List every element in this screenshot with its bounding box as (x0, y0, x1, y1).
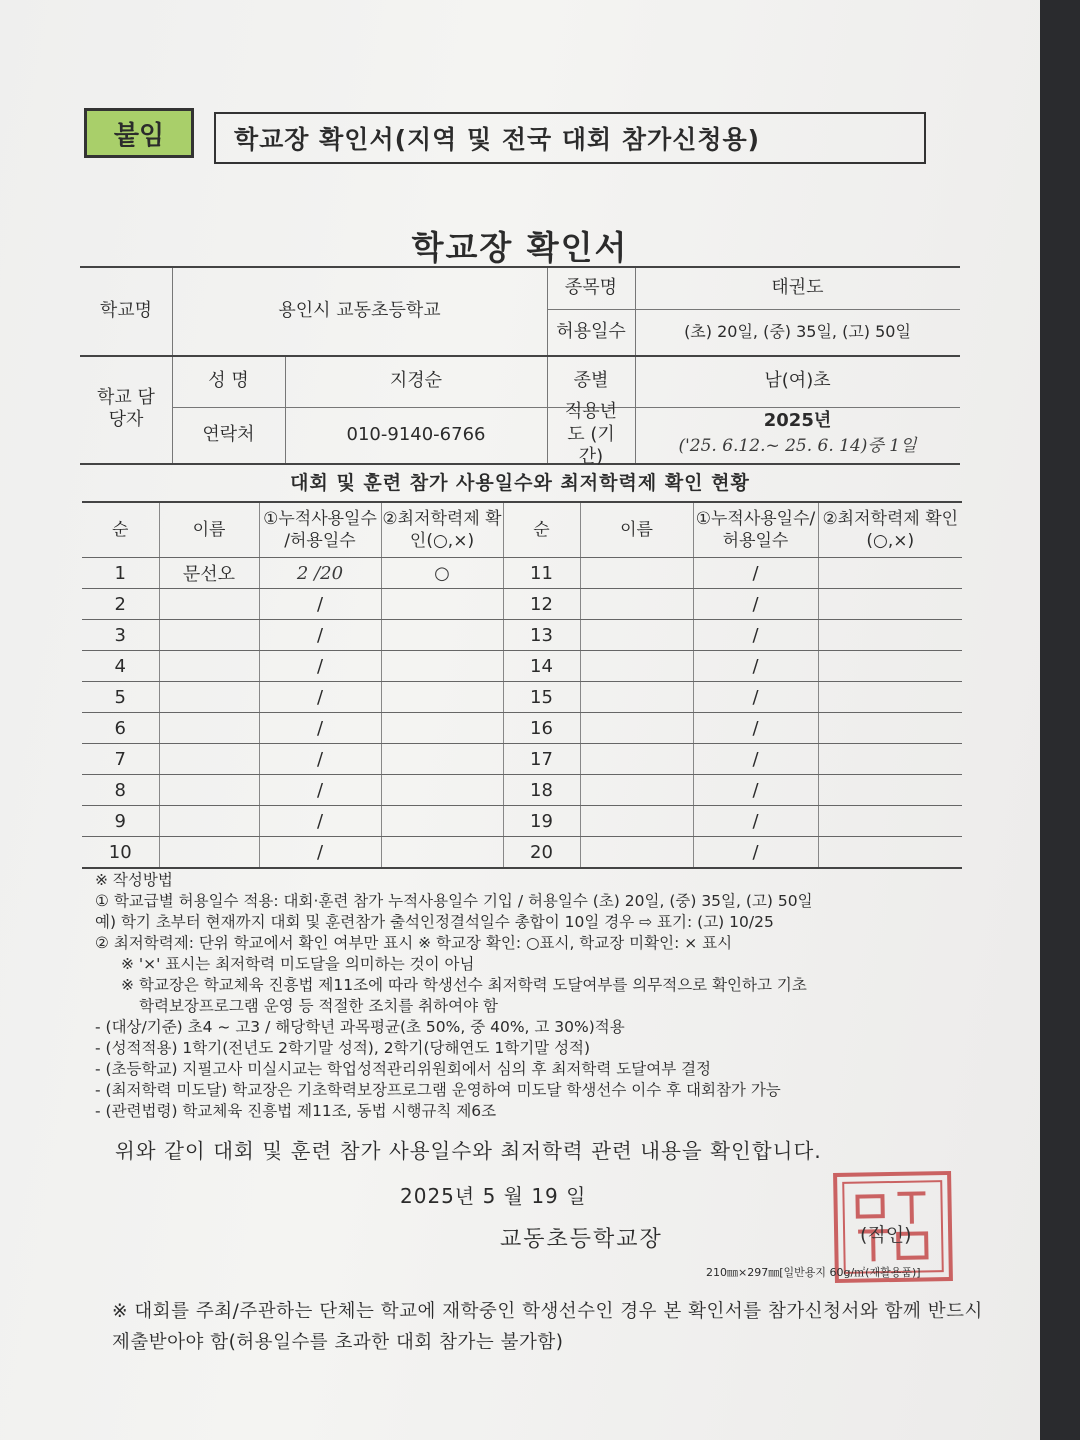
row-name-2 (580, 651, 693, 682)
footer-note: ※ 대회를 주최/주관하는 단체는 학교에 재학중인 학생선수인 경우 본 확인서를 참가신청서와 함께 반드시 제출받아야 함(허용일수를 초과한 대회 참가는 불가함) (112, 1301, 983, 1353)
row-days-2: / (693, 837, 818, 869)
row-order: 5 (82, 682, 159, 713)
table-row (82, 713, 962, 744)
row-order: 7 (82, 744, 159, 775)
writing-instructions (95, 870, 975, 1122)
sport-value: 태권도 (771, 277, 824, 299)
row-name-2 (580, 713, 693, 744)
row-check (381, 713, 503, 744)
col-header-order-2: 순 (503, 502, 580, 558)
row-order: 1 (82, 558, 159, 589)
col-header-days: ①누적사용일수 /허용일수 (259, 502, 381, 558)
row-days-2: / (693, 682, 818, 713)
row-check (381, 682, 503, 713)
contact-person-label: 학교 담당자 (97, 386, 155, 430)
sport-label: 종목명 (564, 277, 618, 299)
note-line: - (성적적용) 1학기(전년도 2학기말 성적), 2학기(당해연도 1학기말 성적) (95, 1039, 591, 1057)
row-check-2 (818, 589, 962, 620)
phone-label: 연락처 (202, 423, 255, 445)
note-line: ※ 작성방법 (95, 871, 173, 889)
note-line: - (관련법령) 학교체육 진흥법 제11조, 동법 시행규칙 제6조 (95, 1102, 497, 1120)
section-title: 대회 및 훈련 참가 사용일수와 최저학력제 확인 현황 (290, 472, 750, 494)
row-days-2: / (693, 713, 818, 744)
row-name-2 (580, 806, 693, 837)
row-days-2: / (693, 744, 818, 775)
row-name-2 (580, 682, 693, 713)
row-check (381, 589, 503, 620)
row-check-2 (818, 713, 962, 744)
row-order-2: 19 (503, 806, 580, 837)
note-line: - (대상/기준) 초4 ~ 고3 / 해당학년 과목평균(초 50%, 중 40%, 고 30%)적용 (95, 1018, 625, 1036)
row-order-2: 11 (503, 558, 580, 589)
row-days-2: / (693, 558, 818, 589)
row-name-2 (580, 775, 693, 806)
note-line: ※ 학교장은 학교체육 진흥법 제11조에 따라 학생선수 최저학력 도달여부를 의무적으로 확인하고 기초 (121, 976, 807, 994)
attachment-badge: 붙임 (84, 108, 194, 158)
row-order-2: 14 (503, 651, 580, 682)
issue-date: 2025년 5 월 19 일 (400, 1184, 587, 1208)
row-order-2: 20 (503, 837, 580, 869)
row-check (381, 775, 503, 806)
col-header-name-2: 이름 (580, 502, 693, 558)
row-name (159, 682, 259, 713)
table-row (82, 806, 962, 837)
apply-period-handwritten: ('25. 6.12.~ 25. 6. 14)중 1일 (678, 436, 917, 457)
row-order: 4 (82, 651, 159, 682)
row-check-2 (818, 837, 962, 869)
row-days: / (259, 620, 381, 651)
row-order-2: 13 (503, 620, 580, 651)
row-order: 6 (82, 713, 159, 744)
row-days: / (259, 589, 381, 620)
row-name (159, 620, 259, 651)
col-header-name: 이름 (159, 502, 259, 558)
apply-year-label: 적용년도 (기간) (564, 401, 618, 468)
row-name (159, 651, 259, 682)
row-days: / (259, 682, 381, 713)
table-row (82, 682, 962, 713)
row-days-2: / (693, 806, 818, 837)
paper-size-note: 210㎜×297㎜[일반용지 60g/㎡(재활용품)] (706, 1266, 921, 1279)
participation-table (82, 501, 962, 869)
name-value: 지경순 (389, 369, 443, 391)
row-order-2: 16 (503, 713, 580, 744)
table-row (82, 775, 962, 806)
table-row (82, 558, 962, 589)
row-days: / (259, 651, 381, 682)
row-name (159, 744, 259, 775)
row-check (381, 620, 503, 651)
table-row (82, 589, 962, 620)
col-header-check: ②최저학력제 확인(○,×) (381, 502, 503, 558)
gender-label: 종별 (573, 369, 609, 391)
name-label: 성 명 (208, 369, 249, 391)
confirmation-statement: 위와 같이 대회 및 훈련 참가 사용일수와 최저학력 관련 내용을 확인합니다. (115, 1139, 822, 1163)
row-order-2: 18 (503, 775, 580, 806)
row-order-2: 15 (503, 682, 580, 713)
row-days-2: / (693, 589, 818, 620)
info-table (80, 266, 960, 468)
row-check (381, 837, 503, 869)
table-row (82, 651, 962, 682)
row-check (381, 744, 503, 775)
row-check-2 (818, 806, 962, 837)
row-order: 10 (82, 837, 159, 869)
phone-value: 010-9140-6766 (346, 423, 486, 445)
allowed-days-value: (초) 20일, (중) 35일, (고) 50일 (684, 322, 911, 341)
row-days: / (259, 744, 381, 775)
note-line: ② 최저학력제: 단위 학교에서 확인 여부만 표시 ※ 학교장 확인: ○표시, 학교장 미확인: × 표시 (95, 934, 733, 952)
row-check-2 (818, 775, 962, 806)
row-days: 2 /20 (259, 558, 381, 589)
gender-value: 남(여)초 (764, 369, 831, 391)
row-check (381, 651, 503, 682)
note-line: ※ '×' 표시는 최저학력 미도달을 의미하는 것이 아님 (121, 955, 475, 973)
school-name-label: 학교명 (99, 300, 153, 322)
row-order: 2 (82, 589, 159, 620)
seal-caption: (직인) (860, 1224, 912, 1246)
row-order-2: 12 (503, 589, 580, 620)
apply-year-value: 2025년 (763, 409, 832, 431)
school-name-value: 용인시 교동초등학교 (278, 300, 441, 322)
col-header-days-2: ①누적사용일수/ 허용일수 (693, 502, 818, 558)
row-name (159, 589, 259, 620)
row-order-2: 17 (503, 744, 580, 775)
col-header-order: 순 (82, 502, 159, 558)
row-days: / (259, 806, 381, 837)
row-check: ○ (381, 558, 503, 589)
row-name (159, 837, 259, 869)
row-order: 3 (82, 620, 159, 651)
row-check-2 (818, 620, 962, 651)
row-name-2 (580, 589, 693, 620)
row-name-2 (580, 620, 693, 651)
note-line: 학력보장프로그램 운영 등 적절한 조치를 취하여야 함 (139, 997, 498, 1015)
row-name-2 (580, 744, 693, 775)
row-days: / (259, 837, 381, 869)
note-line: - (최저학력 미도달) 학교장은 기초학력보장프로그램 운영하여 미도달 학생선수 이수 후 대회참가 가능 (95, 1081, 781, 1099)
row-name (159, 713, 259, 744)
note-line: 예) 학기 초부터 현재까지 대회 및 훈련참가 출석인정결석일수 총합이 10일 경우 ⇨ 표기: (고) 10/25 (95, 913, 774, 931)
row-check (381, 806, 503, 837)
col-header-check-2: ②최저학력제 확인(○,×) (818, 502, 962, 558)
row-check-2 (818, 651, 962, 682)
row-name (159, 775, 259, 806)
row-check-2 (818, 558, 962, 589)
row-name (159, 806, 259, 837)
table-row (82, 837, 962, 869)
row-days-2: / (693, 651, 818, 682)
row-days-2: / (693, 620, 818, 651)
row-order: 9 (82, 806, 159, 837)
row-name-2 (580, 558, 693, 589)
row-check-2 (818, 744, 962, 775)
table-row (82, 620, 962, 651)
table-header-row (82, 502, 962, 558)
row-name-2 (580, 837, 693, 869)
row-days-2: / (693, 775, 818, 806)
allowed-days-label: 허용일수 (556, 320, 626, 342)
note-line: ① 학교급별 허용일수 적용: 대회·훈련 참가 누적사용일수 기입 / 허용일수 (초) 20일, (중) 35일, (고) 50일 (95, 892, 813, 910)
row-order: 8 (82, 775, 159, 806)
table-row (82, 744, 962, 775)
row-check-2 (818, 682, 962, 713)
row-days: / (259, 713, 381, 744)
document-title: 학교장 확인서 (411, 228, 629, 267)
row-days: / (259, 775, 381, 806)
note-line: - (초등학교) 지필고사 미실시교는 학업성적관리위원회에서 심의 후 최저학력 도달여부 결정 (95, 1060, 712, 1078)
form-title-box: 학교장 확인서(지역 및 전국 대회 참가신청용) (214, 112, 926, 164)
row-name: 문선오 (159, 558, 259, 589)
principal-signature-line: 교동초등학교장 (500, 1227, 663, 1252)
